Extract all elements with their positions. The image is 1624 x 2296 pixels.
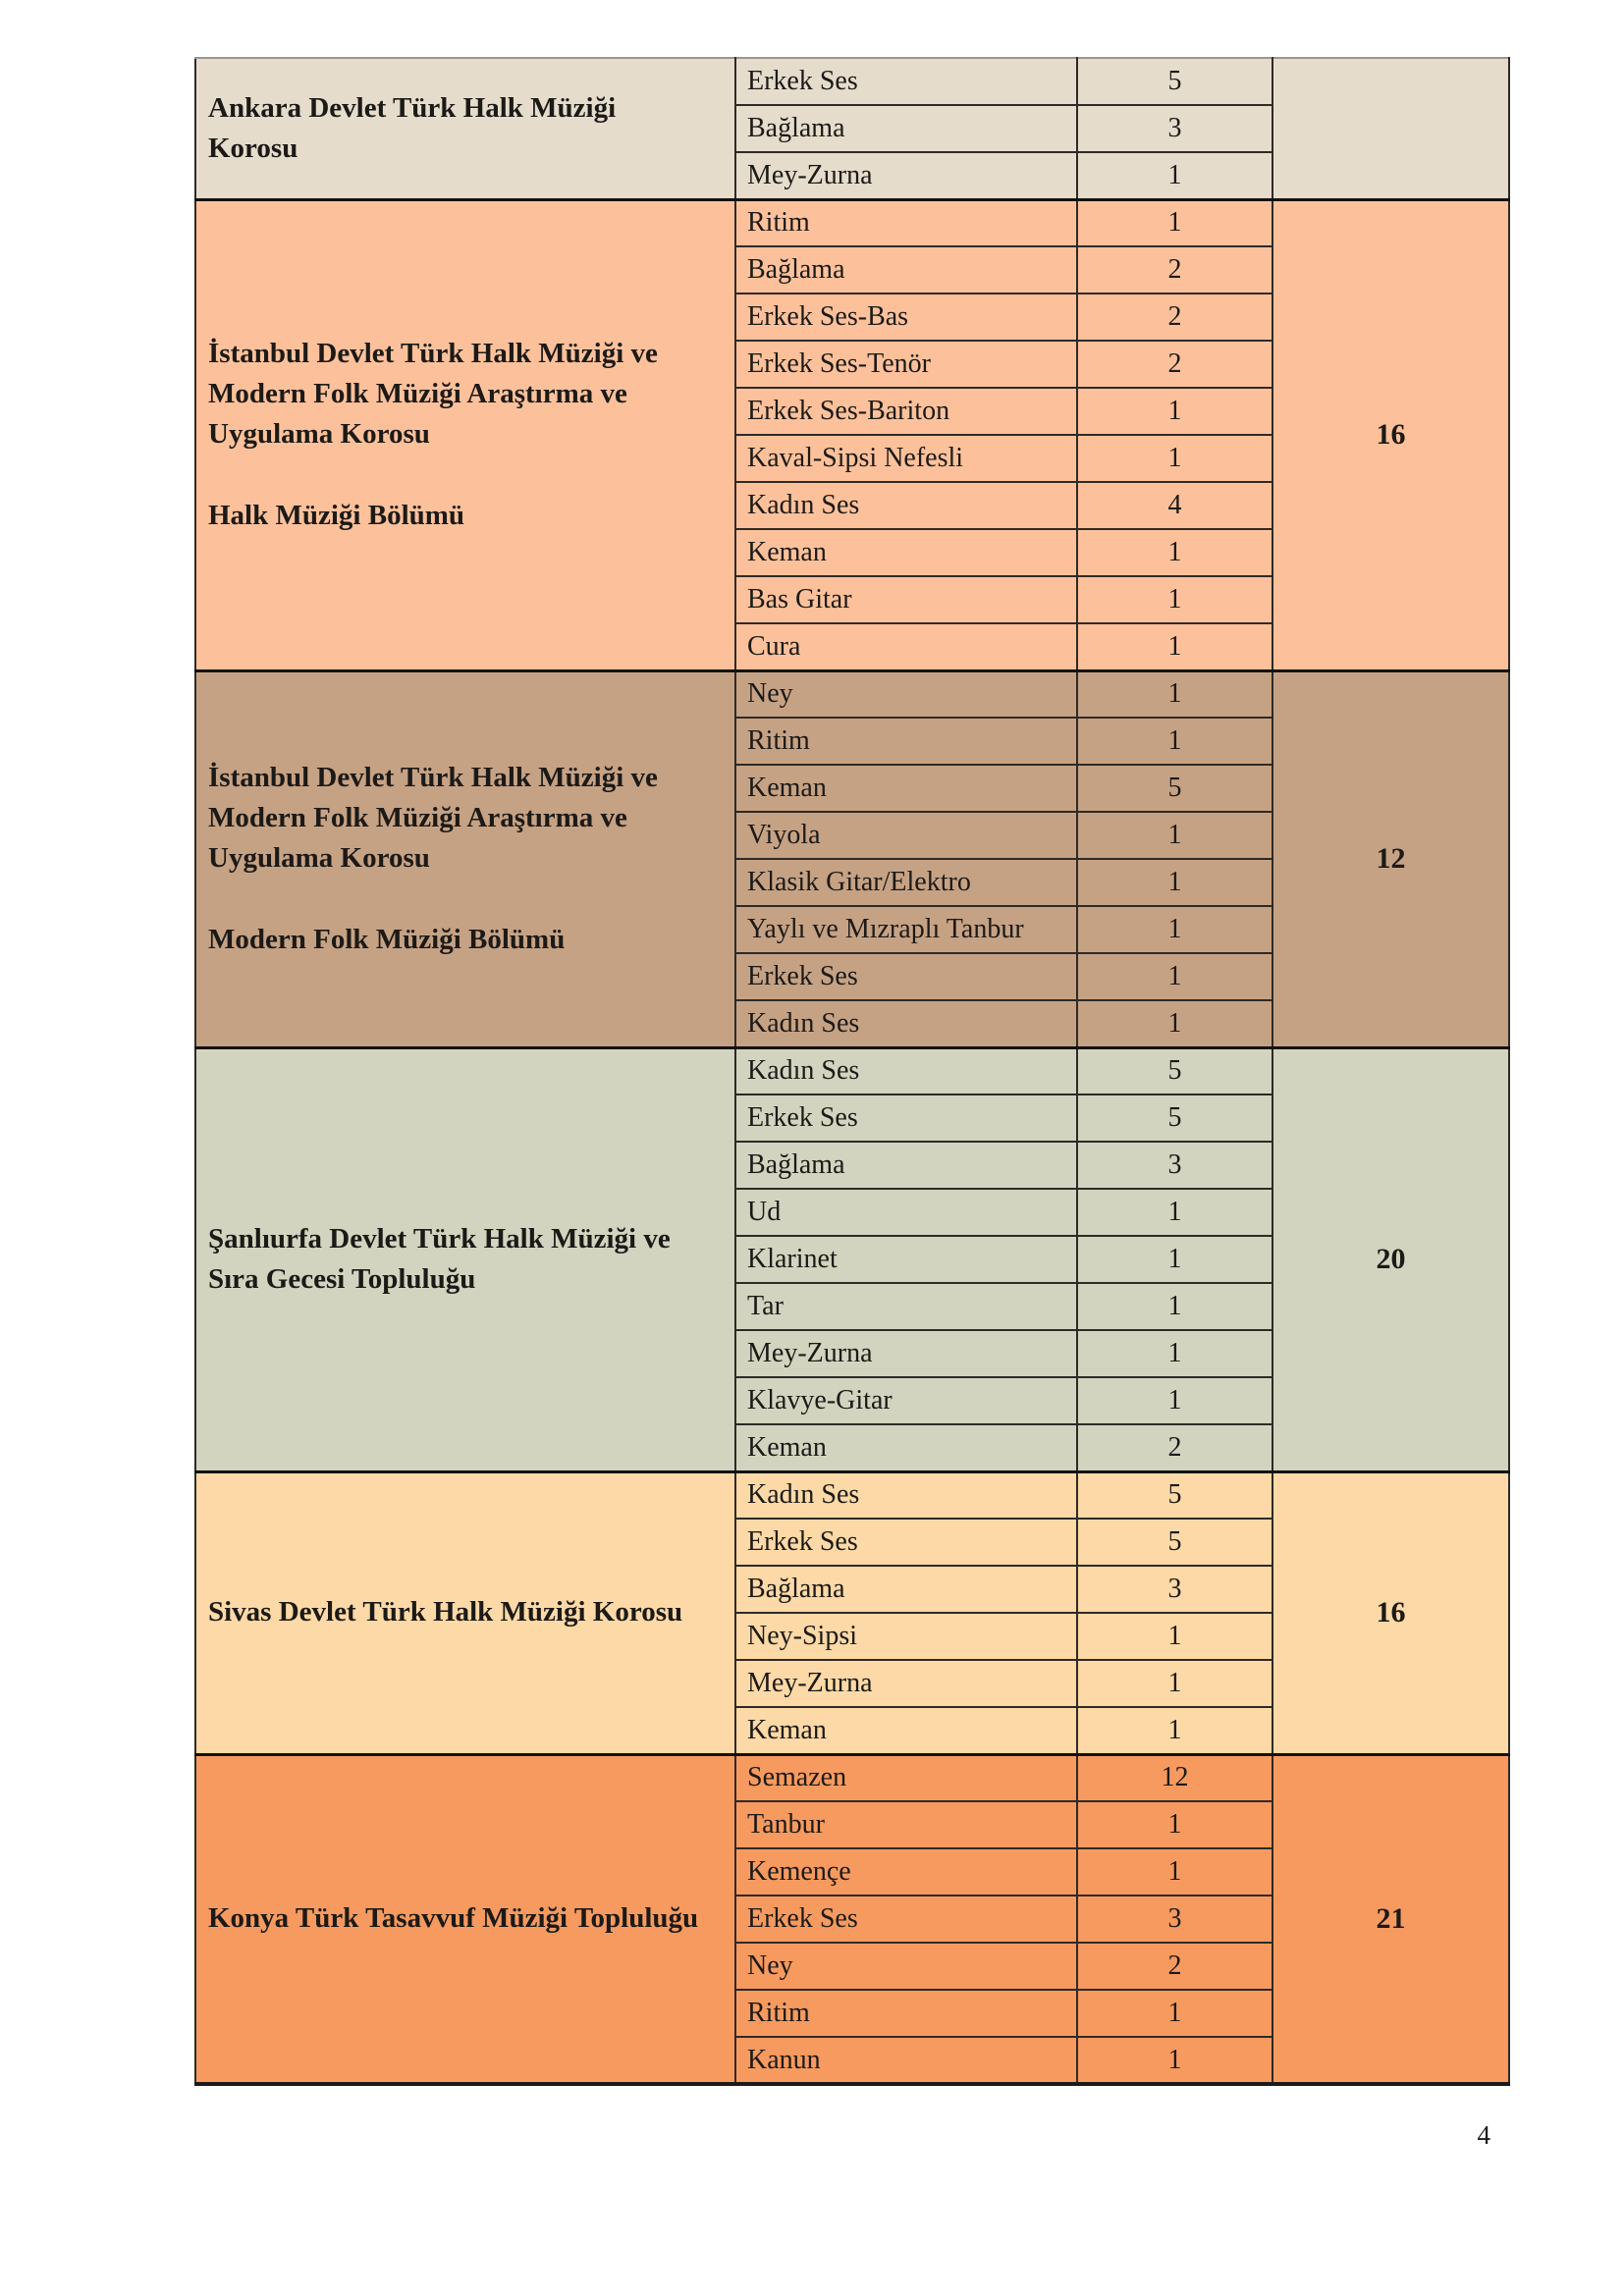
position-cell: Erkek Ses — [735, 1519, 1077, 1566]
position-cell: Erkek Ses-Bariton — [735, 388, 1077, 435]
count-cell: 3 — [1077, 105, 1272, 152]
ensemble-department: Modern Folk Müziği Bölümü — [208, 924, 566, 956]
ensemble-title: Sivas Devlet Türk Halk Müziği Korosu — [208, 1596, 683, 1629]
count-cell: 1 — [1077, 1283, 1272, 1330]
position-cell: Erkek Ses — [735, 1896, 1077, 1943]
count-cell: 5 — [1077, 765, 1272, 812]
position-cell: Erkek Ses — [735, 1095, 1077, 1142]
section-total-cell — [1272, 58, 1509, 199]
count-cell: 1 — [1077, 953, 1272, 1000]
count-cell: 1 — [1077, 1660, 1272, 1707]
count-cell: 5 — [1077, 1519, 1272, 1566]
position-cell: Kadın Ses — [735, 1000, 1077, 1047]
section-total-cell: 16 — [1272, 1471, 1509, 1754]
table-row — [195, 1471, 1509, 1519]
position-cell: Keman — [735, 1707, 1077, 1754]
section-total-cell: 20 — [1272, 1047, 1509, 1471]
position-cell: Ney-Sipsi — [735, 1613, 1077, 1660]
count-cell: 3 — [1077, 1896, 1272, 1943]
section-total-cell: 12 — [1272, 670, 1509, 1047]
page-number: 4 — [1477, 2120, 1490, 2150]
count-cell: 3 — [1077, 1142, 1272, 1189]
ensemble-title: İstanbul Devlet Türk Halk Müziği ve Modern Folk Müziği Araştırma ve Uygulama Korosu — [208, 337, 658, 450]
count-cell: 1 — [1077, 152, 1272, 199]
position-cell: Bağlama — [735, 246, 1077, 294]
section-total-cell: 21 — [1272, 1754, 1509, 2084]
ensemble-title: Şanlıurfa Devlet Türk Halk Müziği ve Sıra Gecesi Topluluğu — [208, 1222, 671, 1295]
count-cell: 1 — [1077, 1613, 1272, 1660]
position-cell: Keman — [735, 1424, 1077, 1471]
count-cell: 12 — [1077, 1754, 1272, 1801]
position-cell: Viyola — [735, 812, 1077, 859]
count-cell: 1 — [1077, 1330, 1272, 1377]
ensemble-department: Halk Müziği Bölümü — [208, 500, 465, 532]
ensemble-name-cell — [195, 199, 735, 670]
position-cell: Klavye-Gitar — [735, 1377, 1077, 1424]
ensemble-name-cell — [195, 670, 735, 1047]
count-cell: 1 — [1077, 199, 1272, 246]
position-cell: Semazen — [735, 1754, 1077, 1801]
section-total-cell: 16 — [1272, 199, 1509, 670]
ensemble-title: İstanbul Devlet Türk Halk Müziği ve Modern Folk Müziği Araştırma ve Uygulama Korosu — [208, 761, 658, 874]
count-cell: 1 — [1077, 906, 1272, 953]
position-cell: Keman — [735, 529, 1077, 576]
table-row — [195, 670, 1509, 718]
position-cell: Bas Gitar — [735, 576, 1077, 623]
count-cell: 4 — [1077, 482, 1272, 529]
position-cell: Bağlama — [735, 105, 1077, 152]
count-cell: 1 — [1077, 1189, 1272, 1236]
count-cell: 1 — [1077, 1801, 1272, 1848]
position-cell: Erkek Ses-Tenör — [735, 341, 1077, 388]
ensemble-name-cell — [195, 1047, 735, 1471]
count-cell: 3 — [1077, 1566, 1272, 1613]
position-cell: Erkek Ses-Bas — [735, 294, 1077, 341]
position-cell: Klasik Gitar/Elektro — [735, 859, 1077, 906]
position-cell: Kanun — [735, 2037, 1077, 2084]
position-cell: Kadın Ses — [735, 1047, 1077, 1095]
position-cell: Ney — [735, 1943, 1077, 1990]
position-cell: Mey-Zurna — [735, 1660, 1077, 1707]
count-cell: 1 — [1077, 435, 1272, 482]
ensemble-name-cell — [195, 58, 735, 199]
count-cell: 1 — [1077, 623, 1272, 670]
staffing-table-body — [195, 58, 1509, 2084]
count-cell: 1 — [1077, 576, 1272, 623]
count-cell: 1 — [1077, 812, 1272, 859]
table-row — [195, 1754, 1509, 1801]
ensemble-title: Ankara Devlet Türk Halk Müziği Korosu — [208, 91, 617, 164]
count-cell: 1 — [1077, 1236, 1272, 1283]
ensemble-staffing-table — [194, 57, 1510, 2086]
table-row — [195, 58, 1509, 105]
count-cell: 2 — [1077, 1424, 1272, 1471]
position-cell: Kadın Ses — [735, 482, 1077, 529]
ensemble-name-cell — [195, 1471, 735, 1754]
count-cell: 5 — [1077, 58, 1272, 105]
position-cell: Cura — [735, 623, 1077, 670]
count-cell: 1 — [1077, 388, 1272, 435]
count-cell: 5 — [1077, 1471, 1272, 1519]
count-cell: 1 — [1077, 1000, 1272, 1047]
count-cell: 1 — [1077, 859, 1272, 906]
count-cell: 5 — [1077, 1047, 1272, 1095]
position-cell: Mey-Zurna — [735, 152, 1077, 199]
count-cell: 2 — [1077, 294, 1272, 341]
position-cell: Klarinet — [735, 1236, 1077, 1283]
position-cell: Yaylı ve Mızraplı Tanbur — [735, 906, 1077, 953]
count-cell: 1 — [1077, 718, 1272, 765]
count-cell: 2 — [1077, 341, 1272, 388]
count-cell: 1 — [1077, 1377, 1272, 1424]
position-cell: Ritim — [735, 1990, 1077, 2037]
position-cell: Ud — [735, 1189, 1077, 1236]
position-cell: Kemençe — [735, 1848, 1077, 1896]
position-cell: Erkek Ses — [735, 58, 1077, 105]
ensemble-title: Konya Türk Tasavvuf Müziği Topluluğu — [208, 1902, 699, 1935]
position-cell: Erkek Ses — [735, 953, 1077, 1000]
count-cell: 2 — [1077, 1943, 1272, 1990]
position-cell: Tar — [735, 1283, 1077, 1330]
count-cell: 2 — [1077, 246, 1272, 294]
ensemble-name-cell — [195, 1754, 735, 2084]
position-cell: Bağlama — [735, 1142, 1077, 1189]
position-cell: Mey-Zurna — [735, 1330, 1077, 1377]
count-cell: 5 — [1077, 1095, 1272, 1142]
table-row — [195, 1047, 1509, 1095]
position-cell: Kadın Ses — [735, 1471, 1077, 1519]
position-cell: Ney — [735, 670, 1077, 718]
count-cell: 1 — [1077, 1707, 1272, 1754]
count-cell: 1 — [1077, 1990, 1272, 2037]
position-cell: Bağlama — [735, 1566, 1077, 1613]
table-row — [195, 199, 1509, 246]
count-cell: 1 — [1077, 529, 1272, 576]
count-cell: 1 — [1077, 1848, 1272, 1896]
position-cell: Keman — [735, 765, 1077, 812]
position-cell: Kaval-Sipsi Nefesli — [735, 435, 1077, 482]
position-cell: Tanbur — [735, 1801, 1077, 1848]
position-cell: Ritim — [735, 718, 1077, 765]
position-cell: Ritim — [735, 199, 1077, 246]
count-cell: 1 — [1077, 2037, 1272, 2084]
count-cell: 1 — [1077, 670, 1272, 718]
